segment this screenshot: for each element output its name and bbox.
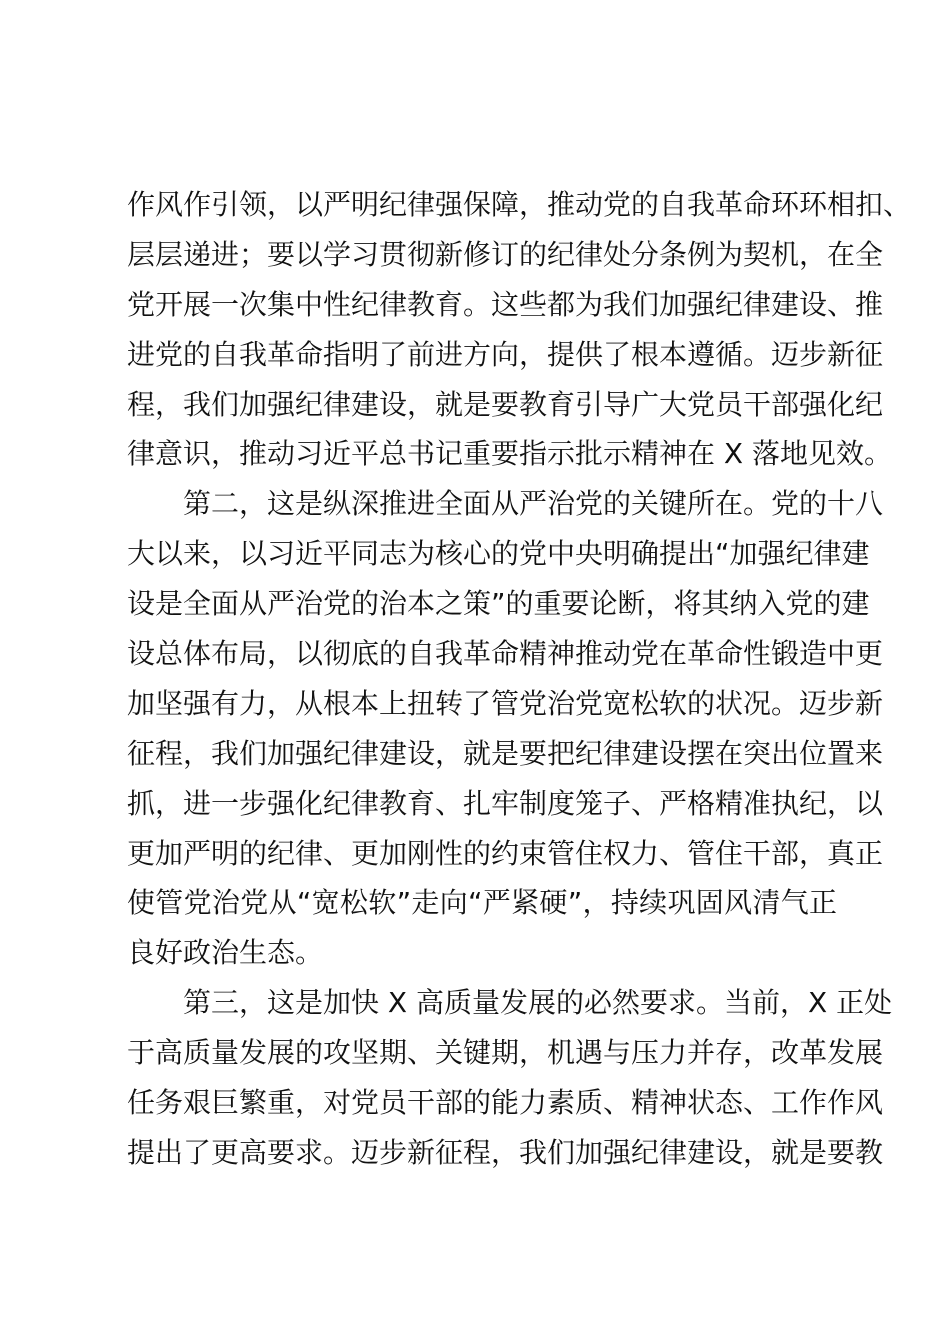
text-line: 大以来，以习近平同志为核心的党中央明确提出“加强纪律建 (127, 537, 870, 571)
paragraph-2 (127, 479, 884, 978)
text-line: 设是全面从严治党的治本之策”的重要论断，将其纳入党的建 (127, 587, 870, 621)
document-body (127, 180, 912, 1178)
text-line: 律意识，推动习近平总书记重要指示批示精神在 X 落地见效。 (127, 437, 892, 471)
text-line: 加坚强有力，从根本上扭转了管党治党宽松软的状况。迈步新 (127, 686, 884, 720)
text-line: 于高质量发展的攻坚期、关键期，机遇与压力并存，改革发展 (127, 1036, 884, 1070)
text-line: 层层递进；要以学习贯彻新修订的纪律处分条例为契机，在全 (127, 237, 884, 271)
text-line: 征程，我们加强纪律建设，就是要把纪律建设摆在突出位置来 (127, 736, 884, 770)
text-line: 程，我们加强纪律建设，就是要教育引导广大党员干部强化纪 (127, 387, 884, 421)
text-line: 提出了更高要求。迈步新征程，我们加强纪律建设，就是要教 (127, 1135, 884, 1169)
paragraph-1 (127, 180, 912, 479)
text-line: 良好政治生态。 (127, 936, 324, 970)
text-line: 第三，这是加快 X 高质量发展的必然要求。当前，X 正处 (127, 986, 893, 1020)
text-line: 作风作引领，以严明纪律强保障，推动党的自我革命环环相扣、 (127, 188, 912, 221)
text-line: 任务艰巨繁重，对党员干部的能力素质、精神状态、工作作风 (127, 1086, 884, 1120)
text-line: 抓，进一步强化纪律教育、扎牢制度笼子、严格精准执纪，以 (127, 786, 884, 820)
text-line: 使管党治党从“宽松软”走向“严紧硬”，持续巩固风清气正 (127, 886, 837, 920)
text-line: 第二，这是纵深推进全面从严治党的关键所在。党的十八 (127, 487, 884, 521)
text-line: 进党的自我革命指明了前进方向，提供了根本遵循。迈步新征 (127, 337, 884, 371)
paragraph-3 (127, 978, 893, 1178)
text-line: 设总体布局，以彻底的自我革命精神推动党在革命性锻造中更 (127, 637, 884, 671)
text-line: 更加严明的纪律、更加刚性的约束管住权力、管住干部，真正 (127, 836, 884, 870)
text-line: 党开展一次集中性纪律教育。这些都为我们加强纪律建设、推 (127, 287, 884, 321)
